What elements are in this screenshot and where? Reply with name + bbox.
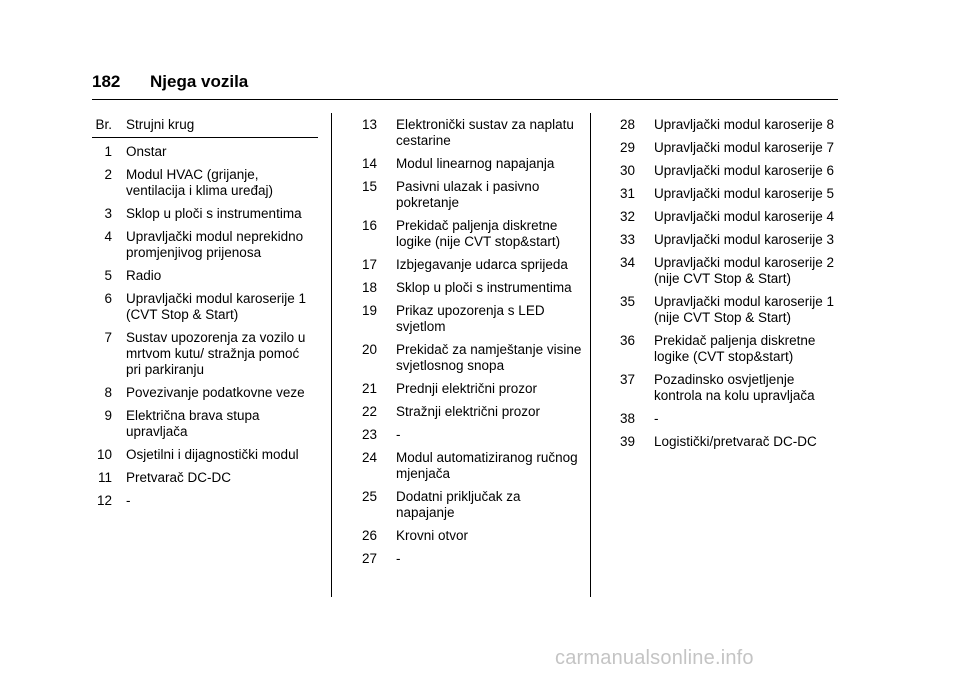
fuse-number: 26 (362, 528, 378, 543)
circuit-name: Upravljački modul karoserije 3 (654, 232, 835, 247)
table-row (620, 333, 840, 365)
fuse-number: 1 (104, 144, 112, 159)
circuit-name: Sklop u ploči s instrumentima (396, 280, 572, 295)
table-row (362, 450, 582, 482)
table-row (362, 489, 582, 521)
table-row (92, 268, 318, 284)
fuse-list-1 (92, 144, 318, 509)
fuse-number: 6 (104, 291, 112, 306)
table-row (92, 167, 318, 199)
header-circuit: Strujni krug (126, 117, 195, 132)
table-row (620, 163, 840, 179)
fuse-number: 34 (620, 255, 636, 270)
fuse-number: 39 (620, 434, 636, 449)
table-row (92, 291, 318, 323)
table-row (362, 257, 582, 273)
circuit-name: Pasivni ulazak i pasivno pokretanje (396, 179, 540, 210)
circuit-name: Modul automatiziranog ručnog mjenjača (396, 450, 578, 481)
table-row (620, 255, 840, 287)
table-row (92, 493, 318, 509)
circuit-name: Električna brava stupa upravljača (126, 408, 260, 439)
fuse-number: 27 (362, 551, 378, 566)
fuse-number: 14 (362, 156, 378, 171)
table-row (362, 156, 582, 172)
circuit-name: Upravljački modul karoserije 4 (654, 209, 835, 224)
table-row (92, 408, 318, 440)
header-rule (92, 99, 838, 100)
table-row (92, 385, 318, 401)
circuit-name: Stražnji električni prozor (396, 404, 541, 419)
table-row (92, 330, 318, 378)
column-divider-2 (590, 113, 591, 597)
circuit-name: Upravljački modul karoserije 1 (nije CVT Stop & Start) (654, 294, 835, 325)
circuit-name: Logistički/pretvarač DC-DC (654, 434, 817, 449)
circuit-name: Modul HVAC (grijanje, ventilacija i klima uređaj) (126, 167, 274, 198)
circuit-name: - (396, 427, 401, 442)
circuit-name: Prekidač paljenja diskretne logike (nije CVT stop&start) (396, 218, 561, 249)
table-row (92, 447, 318, 463)
fuse-number: 36 (620, 333, 636, 348)
fuse-number: 9 (104, 408, 112, 423)
fuse-number: 7 (104, 330, 112, 345)
fuse-number: 11 (97, 470, 112, 485)
table-row (362, 404, 582, 420)
circuit-name: Pozadinsko osvjetljenje kontrola na kolu upravljača (654, 372, 815, 403)
circuit-name: Prednji električni prozor (396, 381, 538, 396)
table-row (362, 218, 582, 250)
fuse-number: 16 (362, 218, 378, 233)
table-row (362, 551, 582, 567)
fuse-number: 13 (362, 117, 378, 132)
fuse-number: 28 (620, 117, 636, 132)
fuse-number: 38 (620, 411, 636, 426)
circuit-name: Upravljački modul neprekidno promjenjivog prijenosa (126, 229, 304, 260)
fuse-column-3 (620, 117, 840, 457)
fuse-number: 5 (104, 268, 112, 283)
fuse-number: 31 (620, 186, 636, 201)
circuit-name: Upravljački modul karoserije 7 (654, 140, 835, 155)
fuse-column-1 (92, 117, 318, 516)
fuse-number: 20 (362, 342, 378, 357)
fuse-number: 19 (362, 303, 378, 318)
table-row (620, 294, 840, 326)
table-row (362, 427, 582, 443)
table-row (92, 144, 318, 160)
table-row (362, 117, 582, 149)
table-row (362, 528, 582, 544)
fuse-list-3 (620, 117, 840, 450)
fuse-number: 21 (362, 381, 378, 396)
circuit-name: - (126, 493, 131, 508)
fuse-number: 35 (620, 294, 636, 309)
fuse-number: 15 (362, 179, 378, 194)
header-number: Br. (95, 117, 112, 132)
table-row (620, 411, 840, 427)
circuit-name: Upravljački modul karoserije 8 (654, 117, 835, 132)
column-divider-1 (331, 113, 332, 597)
table-row (620, 117, 840, 133)
fuse-number: 8 (104, 385, 112, 400)
fuse-number: 3 (104, 206, 112, 221)
table-row (620, 186, 840, 202)
fuse-number: 10 (96, 447, 112, 462)
circuit-name: Prekidač paljenja diskretne logike (CVT stop&start) (654, 333, 816, 364)
circuit-name: Pretvarač DC-DC (126, 470, 232, 485)
circuit-name: - (654, 411, 659, 426)
circuit-name: - (396, 551, 401, 566)
fuse-number: 33 (620, 232, 636, 247)
table-row (92, 470, 318, 486)
fuse-number: 30 (620, 163, 636, 178)
fuse-number: 29 (620, 140, 636, 155)
table-row (620, 232, 840, 248)
circuit-name: Dodatni priključak za napajanje (396, 489, 521, 520)
watermark: carmanualsonline.info (555, 647, 754, 669)
table-row (362, 342, 582, 374)
circuit-name: Onstar (126, 144, 167, 159)
table-row (362, 381, 582, 397)
circuit-name: Elektronički sustav za naplatu cestarine (396, 117, 574, 148)
circuit-name: Upravljački modul karoserije 6 (654, 163, 835, 178)
table-row (362, 280, 582, 296)
fuse-number: 24 (362, 450, 378, 465)
page-title: Njega vozila (150, 72, 249, 91)
circuit-name: Prekidač za namještanje visine svjetlosnog snopa (396, 342, 582, 373)
circuit-name: Izbjegavanje udarca sprijeda (396, 257, 568, 272)
circuit-name: Povezivanje podatkovne veze (126, 385, 305, 400)
table-row (92, 229, 318, 261)
fuse-number: 25 (362, 489, 378, 504)
fuse-number: 2 (104, 167, 112, 182)
circuit-name: Modul linearnog napajanja (396, 156, 555, 171)
fuse-number: 23 (362, 427, 378, 442)
circuit-name: Upravljački modul karoserije 5 (654, 186, 835, 201)
circuit-name: Osjetilni i dijagnostički modul (126, 447, 299, 462)
circuit-name: Krovni otvor (396, 528, 469, 543)
fuse-number: 18 (362, 280, 378, 295)
circuit-name: Upravljački modul karoserije 1 (CVT Stop & Start) (126, 291, 307, 322)
fuse-number: 17 (362, 257, 378, 272)
table-row (362, 179, 582, 211)
circuit-name: Radio (126, 268, 162, 283)
table-row (620, 209, 840, 225)
circuit-name: Sklop u ploči s instrumentima (126, 206, 302, 221)
table-row (620, 372, 840, 404)
circuit-name: Upravljački modul karoserije 2 (nije CVT Stop & Start) (654, 255, 835, 286)
table-row (92, 206, 318, 222)
circuit-name: Prikaz upozorenja s LED svjetlom (396, 303, 545, 334)
table-row (620, 434, 840, 450)
fuse-number: 37 (620, 372, 636, 387)
fuse-number: 4 (104, 229, 112, 244)
circuit-name: Sustav upozorenja za vozilo u mrtvom kutu/ stražnja pomoć pri parkiranju (126, 330, 306, 377)
fuse-number: 12 (96, 493, 112, 508)
table-header (92, 117, 318, 138)
fuse-column-2 (362, 117, 582, 574)
fuse-number: 32 (620, 209, 636, 224)
table-row (362, 303, 582, 335)
page-number: 182 (92, 72, 121, 91)
table-row (620, 140, 840, 156)
fuse-number: 22 (362, 404, 378, 419)
fuse-list-2 (362, 117, 582, 567)
page-header (92, 72, 248, 92)
